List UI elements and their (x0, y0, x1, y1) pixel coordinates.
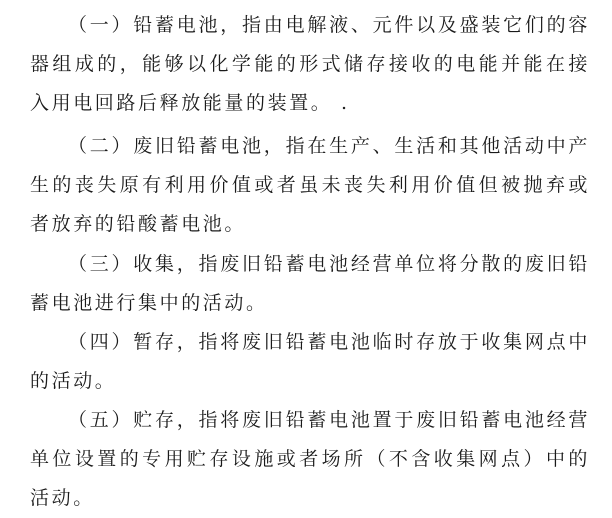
definition-paragraph-4: （四）暂存，指将废旧铅蓄电池临时存放于收集网点中的活动。 (30, 331, 590, 392)
definition-paragraph-3: （三）收集，指废旧铅蓄电池经营单位将分散的废旧铅蓄电池进行集中的活动。 (30, 253, 590, 314)
definition-paragraph-2: （二）废旧铅蓄电池，指在生产、生活和其他活动中产生的丧失原有利用价值或者虽未丧失利用价值但被抛弃或者放弃的铅酸蓄电池。 (30, 135, 590, 235)
definition-paragraph-5: （五）贮存，指将废旧铅蓄电池置于废旧铅蓄电池经营单位设置的专用贮存设施或者场所（不含收集网点）中的活动。 (30, 409, 590, 509)
definition-paragraph-1: （一）铅蓄电池，指由电解液、元件以及盛装它们的容器组成的，能够以化学能的形式储存接收的电能并能在接入用电回路后释放能量的装置。 . (30, 14, 590, 114)
